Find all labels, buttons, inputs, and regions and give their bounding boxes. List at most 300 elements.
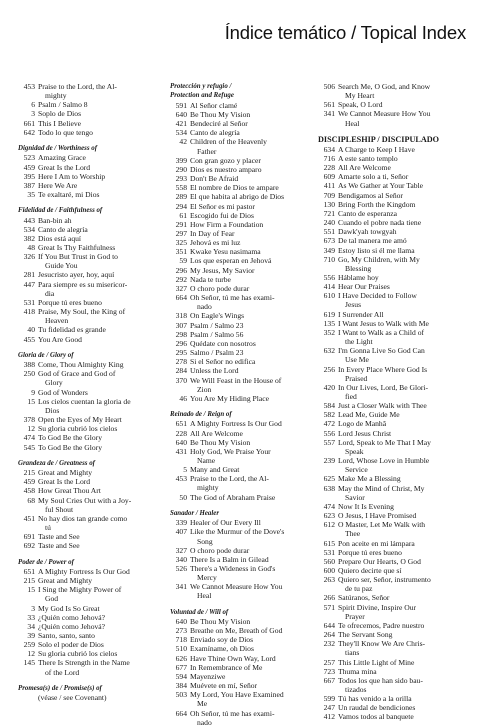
hymn-title bbox=[338, 154, 468, 163]
hymn-title-continuation: Zion bbox=[197, 384, 212, 394]
hymn-title bbox=[338, 456, 468, 474]
index-entry bbox=[170, 357, 304, 366]
index-entry bbox=[18, 567, 150, 576]
hymn-title-line: In Our Lives, Lord, Be Glori- bbox=[338, 382, 429, 392]
hymn-number: 571 bbox=[323, 602, 335, 612]
hymn-title-line: Mayenziwe bbox=[190, 671, 226, 681]
index-entry bbox=[318, 401, 468, 410]
hymn-title-line: Lord, Whose Love in Humble bbox=[338, 456, 430, 466]
hymn-title-line: Canto de esperanza bbox=[338, 208, 398, 218]
index-entry bbox=[318, 200, 468, 209]
hymn-title-line: You Are My Hiding Place bbox=[190, 393, 269, 403]
hymn-number: 474 bbox=[323, 501, 335, 511]
index-entry bbox=[318, 703, 468, 712]
hymn-title-continuation: mighty bbox=[197, 483, 219, 493]
hymn-title bbox=[190, 709, 304, 727]
hymn-title-line: God of Wonders bbox=[38, 387, 88, 397]
hymn-title-line: A Charge to Keep I Have bbox=[338, 144, 415, 154]
index-entry bbox=[318, 658, 468, 667]
hymn-title bbox=[338, 484, 468, 502]
index-entry bbox=[170, 229, 304, 238]
hymn-number: 677 bbox=[175, 662, 187, 672]
hymn-title-continuation: Thee bbox=[345, 529, 361, 539]
hymn-title-line: Santo, santo, santo bbox=[38, 631, 95, 640]
hymn-title bbox=[38, 172, 150, 181]
hymn-title-continuation: Name bbox=[197, 456, 216, 465]
hymn-title-continuation: Savior bbox=[345, 492, 365, 502]
hymn-title-line: Open the Eyes of My Heart bbox=[38, 415, 122, 425]
hymn-number: 387 bbox=[23, 180, 35, 190]
hymn-title-line: Thuma mina bbox=[338, 666, 377, 676]
index-entry bbox=[170, 672, 304, 681]
hymn-title-line: Canto de alegría bbox=[38, 224, 88, 234]
hymn-number: 378 bbox=[23, 415, 35, 425]
hymn-number: 15 bbox=[27, 585, 35, 595]
index-entry bbox=[318, 383, 468, 401]
hymn-title-line: Quiero decirte que sí bbox=[338, 565, 402, 575]
hymn-number: 412 bbox=[323, 712, 335, 722]
hymn-title bbox=[38, 298, 150, 307]
index-entry bbox=[18, 243, 150, 252]
hymn-title bbox=[190, 330, 304, 339]
hymn-title-line: On Eagle's Wings bbox=[190, 311, 245, 321]
hymn-title-line: I Sing the Mighty Power of bbox=[38, 585, 122, 595]
hymn-title bbox=[338, 474, 468, 483]
hymn-number: 661 bbox=[23, 118, 35, 128]
hymn-title-line: Vamos todos al banquete bbox=[338, 712, 414, 722]
hymn-title bbox=[338, 181, 468, 190]
hymn-title bbox=[338, 191, 468, 200]
section-heading: Reinado de / Reign of bbox=[170, 410, 232, 418]
hymn-title-line: Many and Great bbox=[190, 465, 240, 475]
hymn-title bbox=[190, 635, 304, 644]
section-heading: Protection and Refuge bbox=[170, 92, 234, 100]
hymn-title bbox=[338, 410, 468, 419]
hymn-title bbox=[38, 649, 150, 658]
index-entry bbox=[18, 190, 150, 199]
hymn-title-line: Lord, Speak to Me That I May bbox=[338, 437, 431, 447]
hymn-title-line: Nada te turbe bbox=[190, 274, 231, 284]
hymn-number: 534 bbox=[175, 128, 187, 138]
hymn-title-line: Here We Are bbox=[38, 180, 78, 190]
hymn-title bbox=[190, 284, 304, 293]
index-entry bbox=[18, 100, 150, 109]
index-entry bbox=[18, 433, 150, 442]
hymn-number: 284 bbox=[175, 366, 187, 376]
hymn-title bbox=[190, 165, 304, 174]
hymn-number: 130 bbox=[323, 199, 335, 209]
hymn-title-line: Para siempre es su misericor- bbox=[38, 279, 128, 289]
hymn-title bbox=[190, 555, 304, 564]
hymn-number: 594 bbox=[175, 671, 187, 681]
hymn-title-line: A este santo templo bbox=[338, 153, 398, 163]
hymn-title bbox=[190, 690, 304, 708]
hymn-number: 534 bbox=[23, 224, 35, 234]
hymn-number: 5 bbox=[183, 465, 187, 475]
hymn-title-continuation: Song bbox=[197, 536, 213, 546]
hymn-title-continuation: Guide You bbox=[45, 261, 78, 271]
hymn-title bbox=[338, 419, 468, 428]
hymn-number: 259 bbox=[23, 640, 35, 650]
hymn-title bbox=[190, 183, 304, 192]
hymn-number: 384 bbox=[175, 681, 187, 691]
hymn-title bbox=[38, 496, 150, 514]
hymn-title bbox=[190, 119, 304, 128]
hymn-number: 556 bbox=[323, 272, 335, 282]
hymn-number: 632 bbox=[323, 346, 335, 356]
hymn-title bbox=[338, 273, 468, 282]
hymn-title-continuation: Jesus bbox=[345, 300, 362, 310]
hymn-title-line: Unless the Lord bbox=[190, 366, 239, 376]
hymn-number: 281 bbox=[23, 270, 35, 280]
hymn-title bbox=[338, 282, 468, 291]
hymn-number: 325 bbox=[175, 238, 187, 248]
hymn-number: 421 bbox=[175, 119, 187, 129]
hymn-title-line: Now It Is Evening bbox=[338, 501, 394, 511]
hymn-number: 407 bbox=[175, 527, 187, 537]
hymn-title bbox=[190, 394, 304, 403]
index-entry bbox=[170, 366, 304, 375]
hymn-title-continuation: Heal bbox=[345, 118, 360, 128]
hymn-title-line: Oh Señor, tú me has exami- bbox=[190, 708, 275, 718]
hymn-title bbox=[190, 156, 304, 165]
index-entry bbox=[18, 486, 150, 495]
hymn-title bbox=[38, 397, 150, 415]
hymn-title-line: Quiero ser, Señor, instrumento bbox=[338, 575, 431, 585]
hymn-number: 294 bbox=[175, 201, 187, 211]
section-heading: Sanador / Healer bbox=[170, 509, 220, 517]
hymn-title-line: If You But Trust in God to bbox=[38, 252, 118, 262]
hymn-title-line: Prepare Our Hearts, O God bbox=[338, 556, 421, 566]
hymn-title bbox=[338, 209, 468, 218]
hymn-title-line: Be Thou My Vision bbox=[190, 617, 251, 626]
hymn-number: 3 bbox=[31, 109, 35, 119]
hymn-number: 459 bbox=[23, 162, 35, 172]
index-column-2 bbox=[170, 82, 304, 727]
hymn-number: 651 bbox=[175, 419, 187, 429]
hymn-number: 34 bbox=[27, 621, 35, 631]
hymn-title bbox=[338, 557, 468, 566]
index-entry bbox=[170, 709, 304, 727]
index-entry bbox=[18, 631, 150, 640]
hymn-title bbox=[338, 676, 468, 694]
index-entry bbox=[318, 328, 468, 346]
section-heading: Voluntad de / Will of bbox=[170, 608, 229, 616]
hymn-title-line: They'll Know We Are Chris- bbox=[338, 639, 426, 649]
hymn-number: 273 bbox=[175, 626, 187, 636]
hymn-number: 6 bbox=[31, 100, 35, 110]
hymn-title-line: Cuando el pobre nada tiene bbox=[338, 218, 422, 228]
index-entry bbox=[318, 630, 468, 639]
index-entry bbox=[318, 227, 468, 236]
index-entry bbox=[170, 626, 304, 635]
hymn-title-line: The God of Abraham Praise bbox=[190, 492, 276, 502]
hymn-number: 257 bbox=[323, 657, 335, 667]
hymn-title bbox=[38, 532, 150, 541]
hymn-title bbox=[38, 234, 150, 243]
hymn-number: 447 bbox=[23, 279, 35, 289]
hymn-title bbox=[190, 663, 304, 672]
hymn-title bbox=[38, 325, 150, 334]
index-entry bbox=[318, 667, 468, 676]
index-entry bbox=[318, 209, 468, 218]
index-entry bbox=[170, 394, 304, 403]
hymn-number: 326 bbox=[23, 252, 35, 262]
hymn-number: 609 bbox=[323, 172, 335, 182]
hymn-title bbox=[190, 527, 304, 545]
hymn-number: 307 bbox=[175, 320, 187, 330]
hymn-title bbox=[38, 307, 150, 325]
hymn-title bbox=[38, 109, 150, 118]
hymn-number: 612 bbox=[323, 520, 335, 530]
index-column-1 bbox=[18, 82, 150, 702]
hymn-number: 472 bbox=[323, 419, 335, 429]
index-entry bbox=[318, 566, 468, 575]
hymn-title bbox=[338, 100, 468, 109]
index-entry bbox=[18, 280, 150, 298]
hymn-title-line: Su gloria cubrió los cielos bbox=[38, 649, 118, 659]
index-entry bbox=[318, 676, 468, 694]
index-entry bbox=[318, 172, 468, 181]
hymn-number: 297 bbox=[175, 229, 187, 238]
hymn-title-continuation: Heaven bbox=[45, 316, 69, 326]
hymn-title-line: O Master, Let Me Walk with bbox=[338, 520, 426, 530]
hymn-title bbox=[38, 243, 150, 252]
index-entry bbox=[18, 613, 150, 622]
hymn-title bbox=[190, 546, 304, 555]
hymn-title-continuation: dia bbox=[45, 288, 55, 298]
index-entry bbox=[318, 236, 468, 245]
hymn-title-line: Great Is Thy Faithfulness bbox=[38, 243, 116, 252]
hymn-title bbox=[190, 617, 304, 626]
hymn-title bbox=[190, 348, 304, 357]
hymn-number: 453 bbox=[175, 474, 187, 484]
hymn-title-line: El Señor es mi pastor bbox=[190, 201, 255, 211]
hymn-title-continuation: the Light bbox=[345, 337, 373, 347]
hymn-title bbox=[190, 438, 304, 447]
hymn-title bbox=[338, 172, 468, 181]
hymn-title-continuation: tú bbox=[45, 523, 51, 533]
hymn-title-line: I Have Decided to Follow bbox=[338, 291, 417, 301]
hymn-title bbox=[38, 190, 150, 199]
hymn-title bbox=[38, 604, 150, 613]
hymn-title-line: Like the Murmur of the Dove's bbox=[190, 527, 285, 537]
index-entry bbox=[170, 211, 304, 220]
index-entry bbox=[18, 153, 150, 162]
index-entry bbox=[318, 145, 468, 154]
index-entry bbox=[318, 163, 468, 172]
hymn-title bbox=[38, 541, 150, 550]
hymn-number: 39 bbox=[27, 631, 35, 640]
hymn-title bbox=[338, 539, 468, 548]
index-entry bbox=[170, 202, 304, 211]
hymn-title bbox=[38, 163, 150, 172]
hymn-title-line: The Servant Song bbox=[338, 630, 393, 640]
index-entry bbox=[18, 325, 150, 334]
index-entry bbox=[18, 234, 150, 243]
hymn-title bbox=[338, 703, 468, 712]
index-entry bbox=[318, 282, 468, 291]
hymn-title bbox=[190, 626, 304, 635]
hymn-title-line: Háblame hoy bbox=[338, 272, 379, 282]
index-entry bbox=[18, 658, 150, 676]
hymn-title bbox=[338, 383, 468, 401]
index-entry bbox=[318, 255, 468, 273]
index-entry bbox=[170, 493, 304, 502]
hymn-title-line: Lord Jesus Christ bbox=[338, 428, 392, 438]
hymn-number: 526 bbox=[175, 563, 187, 573]
hymn-title bbox=[38, 567, 150, 576]
hymn-title bbox=[190, 247, 304, 256]
hymn-title-line: We Cannot Measure How You bbox=[190, 582, 283, 592]
hymn-title-line: Dios está aquí bbox=[38, 233, 82, 243]
hymn-title bbox=[38, 369, 150, 387]
hymn-title-line: O Jesus, I Have Promised bbox=[338, 511, 417, 521]
hymn-number: 638 bbox=[323, 483, 335, 493]
index-entry bbox=[170, 156, 304, 165]
index-entry bbox=[170, 266, 304, 275]
hymn-title bbox=[338, 566, 468, 575]
hymn-number: 232 bbox=[323, 639, 335, 649]
hymn-title-line: Canto de alegría bbox=[190, 128, 240, 138]
index-entry bbox=[170, 429, 304, 438]
index-entry bbox=[170, 275, 304, 284]
section-heading: Protección y refugio / bbox=[170, 83, 232, 90]
hymn-number: 506 bbox=[323, 82, 335, 91]
hymn-title-line: Lead Me, Guide Me bbox=[338, 410, 400, 420]
hymn-number: 453 bbox=[23, 82, 35, 91]
section-heading: Dignidad de / Worthiness of bbox=[18, 144, 97, 152]
hymn-number: 619 bbox=[323, 309, 335, 319]
index-entry bbox=[18, 252, 150, 270]
index-entry bbox=[18, 649, 150, 658]
hymn-title bbox=[190, 220, 304, 229]
hymn-title-continuation: de tu paz bbox=[345, 584, 373, 594]
hymn-title bbox=[190, 366, 304, 375]
hymn-title-line: Porque tú eres bueno bbox=[38, 297, 102, 307]
index-entry bbox=[18, 541, 150, 550]
index-entry bbox=[18, 443, 150, 452]
hymn-title bbox=[338, 603, 468, 621]
hymn-title bbox=[190, 202, 304, 211]
hymn-number: 582 bbox=[323, 410, 335, 420]
hymn-title bbox=[38, 631, 150, 640]
index-entry bbox=[318, 694, 468, 703]
hymn-title-line: Dawk'yah towgyah bbox=[338, 227, 397, 237]
hymn-title-line: Taste and See bbox=[38, 541, 80, 551]
hymn-number: 40 bbox=[27, 325, 35, 335]
hymn-number: 292 bbox=[175, 274, 187, 284]
hymn-title-continuation: Dios bbox=[45, 405, 60, 415]
hymn-title bbox=[190, 419, 304, 428]
hymn-title-line: Bendigamos al Señor bbox=[338, 190, 403, 200]
hymn-title-line: I Want Jesus to Walk with Me bbox=[338, 318, 429, 328]
hymn-title-continuation: Glory bbox=[45, 378, 63, 388]
index-entry bbox=[18, 181, 150, 190]
index-entry bbox=[18, 172, 150, 181]
hymn-number: 12 bbox=[27, 649, 35, 659]
hymn-title-continuation: Father bbox=[197, 146, 217, 156]
index-entry bbox=[18, 109, 150, 118]
hymn-title bbox=[190, 644, 304, 653]
hymn-number: 615 bbox=[323, 538, 335, 548]
index-entry bbox=[170, 119, 304, 128]
hymn-title bbox=[38, 360, 150, 369]
hymn-number: 341 bbox=[175, 582, 187, 592]
hymn-title-line: There Is Strength in the Name bbox=[38, 658, 130, 668]
hymn-title-line: We Will Feast in the House of bbox=[190, 375, 282, 385]
hymn-title-line: Holy God, We Praise Your bbox=[190, 446, 271, 456]
hymn-number: 451 bbox=[23, 513, 35, 523]
index-entry bbox=[318, 419, 468, 428]
hymn-number: 414 bbox=[323, 282, 335, 292]
hymn-title-line: ¿Quién como Jehová? bbox=[38, 612, 106, 622]
hymn-title-line: Un raudal de bendiciones bbox=[338, 703, 416, 713]
hymn-title-line: Breathe on Me, Breath of God bbox=[190, 626, 283, 636]
hymn-title bbox=[338, 82, 468, 100]
index-entry bbox=[170, 527, 304, 545]
hymn-title-line: Be Thou My Vision bbox=[190, 109, 251, 119]
index-entry bbox=[170, 256, 304, 265]
hymn-title-line: My Jesus, My Savior bbox=[190, 265, 255, 275]
hymn-number: 723 bbox=[323, 666, 335, 676]
hymn-number: 289 bbox=[175, 192, 187, 202]
hymn-title bbox=[190, 654, 304, 663]
hymn-title bbox=[38, 270, 150, 279]
hymn-number: 349 bbox=[323, 245, 335, 255]
hymn-title bbox=[338, 401, 468, 410]
hymn-title bbox=[190, 110, 304, 119]
hymn-number: 644 bbox=[323, 620, 335, 630]
hymn-title-line: Praise to the Lord, the Al- bbox=[190, 474, 269, 484]
hymn-title-line: Taste and See bbox=[38, 532, 80, 542]
hymn-title bbox=[338, 236, 468, 245]
hymn-title-line: Great and Mighty bbox=[38, 468, 92, 478]
hymn-number: 352 bbox=[323, 327, 335, 337]
index-entry bbox=[318, 109, 468, 127]
index-entry bbox=[318, 191, 468, 200]
hymn-title-line: A Mighty Fortress Is Our God bbox=[38, 566, 130, 576]
index-entry bbox=[18, 415, 150, 424]
hymn-title-line: Speak, O Lord bbox=[338, 100, 383, 110]
page-title: Índice temático / Topical Index bbox=[224, 22, 466, 43]
hymn-number: 551 bbox=[323, 227, 335, 237]
hymn-title-line: All Are Welcome bbox=[338, 163, 391, 173]
hymn-title bbox=[338, 511, 468, 520]
hymn-title-line: Quédate con nosotros bbox=[190, 338, 256, 348]
hymn-title-line: Los que esperan en Jehová bbox=[190, 256, 272, 266]
index-entry bbox=[318, 511, 468, 520]
hymn-number: 557 bbox=[323, 437, 335, 447]
index-entry bbox=[318, 319, 468, 328]
index-entry bbox=[318, 273, 468, 282]
hymn-title bbox=[38, 388, 150, 397]
hymn-number: 721 bbox=[323, 208, 335, 218]
index-entry bbox=[18, 82, 150, 100]
hymn-title-continuation: Blessing bbox=[345, 263, 372, 273]
hymn-number: 503 bbox=[175, 690, 187, 700]
index-entry bbox=[170, 220, 304, 229]
hymn-title-line: Los cielos cuentan la gloria de bbox=[38, 396, 131, 406]
hymn-title bbox=[338, 520, 468, 538]
hymn-title bbox=[190, 447, 304, 465]
hymn-number: 673 bbox=[323, 236, 335, 246]
hymn-number: 341 bbox=[323, 109, 335, 119]
index-entry bbox=[318, 484, 468, 502]
index-entry bbox=[18, 640, 150, 649]
hymn-title-line: O choro pode durar bbox=[190, 545, 250, 555]
index-entry bbox=[318, 456, 468, 474]
